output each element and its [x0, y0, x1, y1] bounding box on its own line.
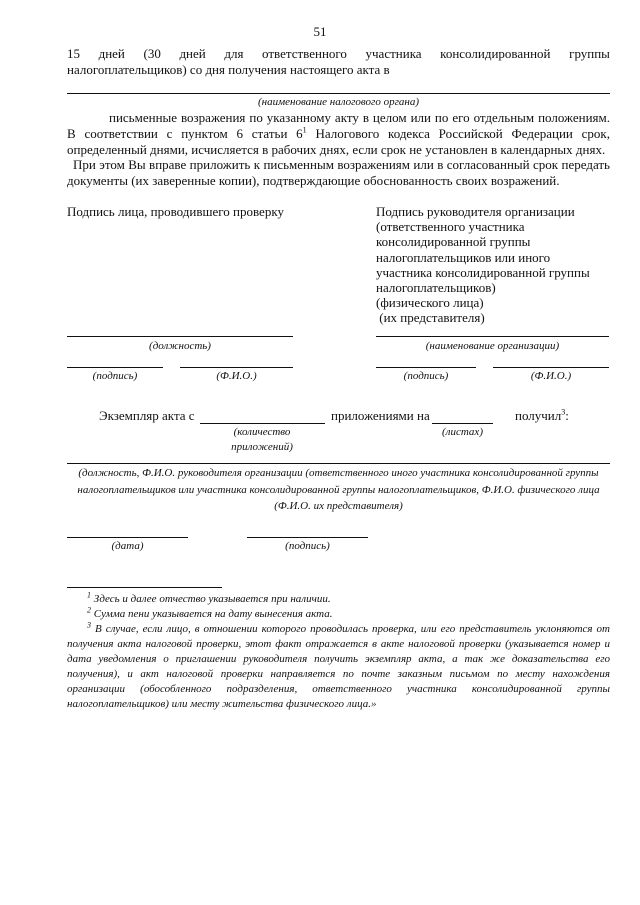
left-name-caption: (Ф.И.О.) — [216, 370, 257, 382]
attachments-count-field — [200, 423, 325, 424]
footnote-2: $^2$ Сумма пени указывается на дату вынесения акта. — [87, 605, 333, 620]
right-org-field — [376, 336, 609, 337]
receipt-text-2: приложениями на — [331, 408, 430, 423]
right-org-caption: (наименование организации) — [425, 340, 560, 352]
footnote-1: $^1$ Здесь и далее отчество указывается при наличии. — [87, 590, 331, 605]
right-name-field — [493, 367, 609, 368]
left-signature-caption: (подпись) — [92, 370, 138, 382]
footnotes — [67, 592, 610, 712]
signature-caption: (подпись) — [285, 540, 330, 552]
footnote-3: $^3$ В случае, если лицо, в отношении которого проводилась проверка, или его представитель уклоняются от получения акта налоговой проверки, этот факт отражается в акте налоговой проверки (указывается номер и дата уведомления о приглашении руководителя получить экземпляр акта, а так же доказательства его получения), и акт налоговой проверки направляется по почте заказным письмом по месту нахождения организации (обособленного подразделения, ответственного участника консолидированной группы налогоплательщиков) или месту жительства физического лица.» — [67, 620, 610, 710]
sheets-field — [432, 423, 493, 424]
footnote-separator — [67, 587, 222, 588]
sheets-caption: (листах) — [442, 426, 483, 438]
tax-authority-caption: (наименование налогового органа) — [257, 96, 420, 108]
receipt-text-3: получил$^3$: — [515, 407, 569, 423]
paragraph-objections: письменные возражения по указанному акту в целом или по его отдельным положениям. В соответствии с пунктом 6 статьи $6^1$ Налогового кодекса Российской Федерации срок, определенный днями, исчисляется в рабочих днях, если срок не установлен в календарных днях. — [67, 110, 610, 157]
page-number: 51 — [313, 24, 327, 39]
left-signature-field — [67, 367, 163, 368]
right-signature-caption: (подпись) — [403, 370, 449, 382]
tax-authority-field — [67, 93, 610, 94]
date-caption: (дата) — [111, 540, 144, 552]
attachments-count-caption: (количество приложений) — [231, 426, 293, 453]
recipient-field — [67, 463, 610, 464]
intro-line-1: 15 дней (30 дней для ответственного участника консолидированной группы — [67, 46, 610, 61]
right-name-caption: (Ф.И.О.) — [530, 370, 572, 382]
paragraph-documents: При этом Вы вправе приложить к письменным возражениям или в согласованный срок передать документы (их заверенные копии), подтверждающие обоснованность своих возражений. — [67, 157, 610, 188]
left-position-field — [67, 336, 293, 337]
right-signature-title: Подпись руководителя организации (ответственного участника консолидированной группы налогоплательщиков или иного участника консолидированной группы налогоплательщиков) (физического лица) (их представителя) — [376, 204, 590, 326]
left-position-caption: (должность) — [149, 340, 211, 352]
left-name-field — [180, 367, 293, 368]
right-signature-field — [376, 367, 476, 368]
date-field — [67, 537, 188, 538]
recipient-caption: (должность, Ф.И.О. руководителя организации (ответственного иного участника консолидированной группы налогоплательщиков или участника консолидированной группы налогоплательщиков, Ф.И.О. физического лица (Ф.И.О. их представителя) — [77, 467, 600, 512]
receipt-text-1: Экземпляр акта с — [99, 408, 195, 423]
intro-line-2: налогоплательщиков) со дня получения настоящего акта в — [67, 62, 390, 77]
left-signature-title: Подпись лица, проводившего проверку — [67, 204, 284, 219]
signature-field — [247, 537, 368, 538]
